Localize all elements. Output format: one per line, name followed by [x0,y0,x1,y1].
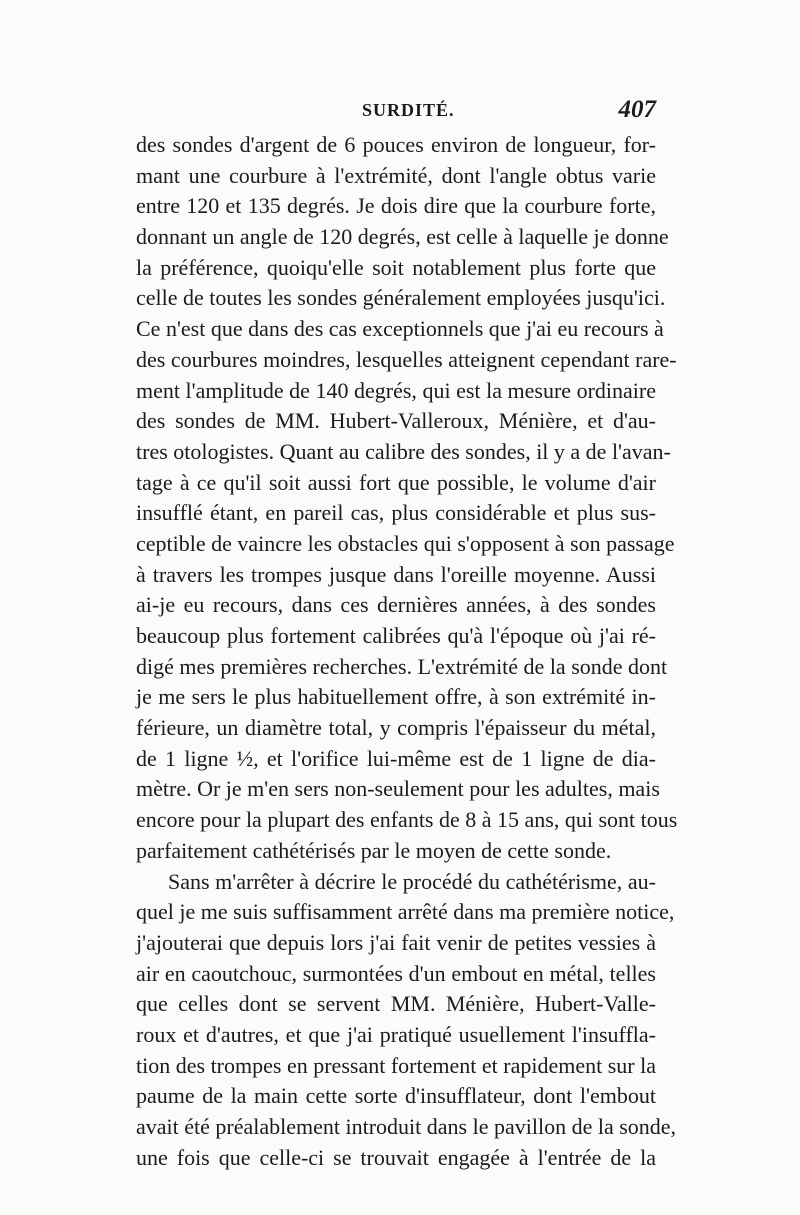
text-line: encore pour la plupart des enfants de 8 à 15 ans, qui sont tous [136,807,678,833]
text-line: ment l'amplitude de 140 degrés, qui est la mesure ordinaire [136,377,656,403]
text-line: digé mes premières recherches. L'extrémité de la sonde dont [136,653,668,679]
text-line: tres otologistes. Quant au calibre des sondes, il y a de l'avan- [136,438,671,464]
text-line: roux et d'autres, et que j'ai pratiqué usuellement l'insuffla- [136,1021,656,1047]
text-line: que celles dont se servent MM. Ménière, Hubert-Valle- [136,991,656,1017]
text-line: de 1 ligne ½, et l'orifice lui-même est de 1 ligne de dia- [136,745,656,771]
text-line: des sondes d'argent de 6 pouces environ de longueur, for- [136,132,656,157]
text-line: ceptible de vaincre les obstacles qui s'opposent à son passage [136,530,675,556]
text-line: quel je me suis suffisamment arrêté dans ma première notice, [136,899,675,925]
text-line: à travers les trompes jusque dans l'oreille moyenne. Aussi [136,561,656,587]
running-head [136,96,656,130]
text-line: tage à ce qu'il soit aussi fort que possible, le volume d'air [136,469,656,495]
text-line: paume de la main cette sorte d'insufflateur, dont l'embout [136,1083,656,1109]
running-title: SURDITÉ. [362,100,455,120]
text-line: air en caoutchouc, surmontées d'un embout en métal, telles [136,960,656,986]
body-text [136,130,678,1173]
text-line: des sondes de MM. Hubert-Valleroux, Ménière, et d'au- [136,408,656,434]
text-line: des courbures moindres, lesquelles atteignent cependant rare- [136,346,677,372]
text-line: la préférence, quoiqu'elle soit notablement plus forte que [136,254,656,280]
text-line: avait été préalablement introduit dans le pavillon de la sonde, [136,1114,677,1139]
text-line: ai-je eu recours, dans ces dernières années, à des sondes [136,592,656,618]
text-line: insufflé étant, en pareil cas, plus considérable et plus sus- [136,500,656,526]
text-line: Ce n'est que dans des cas exceptionnels que j'ai eu recours à [136,316,664,342]
text-line: entre 120 et 135 degrés. Je dois dire que la courbure forte, [136,193,656,219]
paragraph-end-line: parfaitement cathétérisés par le moyen de cette sonde. [136,837,612,863]
text-line: celle de toutes les sondes généralement employées jusqu'ici. [136,285,666,311]
text-line: j'ajouterai que depuis lors j'ai fait venir de petites vessies à [136,929,656,955]
page-number: 407 [618,96,656,123]
text-line: tion des trompes en pressant fortement et rapidement sur la [136,1052,656,1078]
text-line: donnant un angle de 120 degrés, est celle à laquelle je donne [136,224,669,250]
text-line: mètre. Or je m'en sers non-seulement pour les adultes, mais [136,776,660,802]
text-line: je me sers le plus habituellement offre, à son extrémité in- [136,684,656,710]
paragraph-start-line: Sans m'arrêter à décrire le procédé du cathétérisme, au- [168,868,656,894]
text-line: mant une courbure à l'extrémité, dont l'angle obtus varie [136,162,656,188]
text-line: une fois que celle-ci se trouvait engagée à l'entrée de la [136,1144,656,1170]
text-line: férieure, un diamètre total, y compris l'épaisseur du métal, [136,715,656,741]
text-line: beaucoup plus fortement calibrées qu'à l'époque où j'ai ré- [136,623,656,648]
